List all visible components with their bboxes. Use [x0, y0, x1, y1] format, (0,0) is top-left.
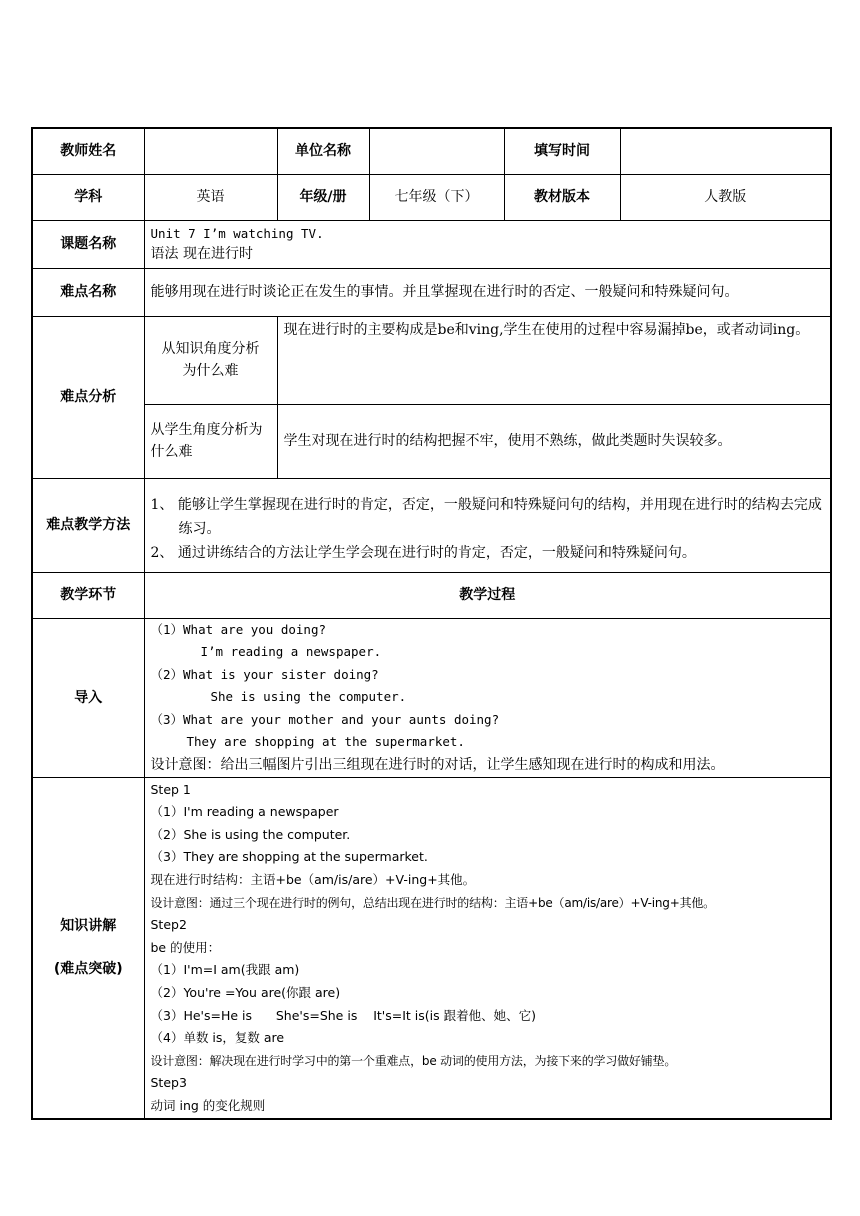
teacher-label: 教师姓名: [32, 128, 144, 174]
subject-value: 英语: [144, 174, 277, 220]
unit-value: [369, 128, 504, 174]
student-angle-label: 从学生角度分析为什么难: [144, 404, 277, 478]
knowledge-line: 设计意图：通过三个现在进行时的例句，总结出现在进行时的结构：主语+be（am/is/are）+V-ing+其他。: [150, 895, 715, 910]
intro-line: （2）What is your sister doing?: [150, 666, 379, 682]
analysis-label: 难点分析: [32, 316, 144, 478]
intro-line: I’m reading a newspaper.: [200, 644, 382, 660]
intro-row: [32, 618, 831, 777]
knowledge-label-line1: 知识讲解: [60, 918, 117, 935]
intro-line: （1）What are you doing?: [150, 621, 327, 637]
grade-value: 七年级（下）: [369, 174, 504, 220]
intro-design-intent: 设计意图：给出三幅图片引出三组现在进行时的对话，让学生感知现在进行时的构成和用法。: [150, 757, 725, 774]
process-header-row: [32, 572, 831, 618]
knowledge-line: （4）单数 is，复数 are: [150, 1030, 285, 1046]
analysis-row-knowledge: [32, 316, 831, 404]
unit-label: 单位名称: [277, 128, 369, 174]
topic-row: [32, 220, 831, 268]
method-row: [32, 478, 831, 572]
topic-label: 课题名称: [32, 220, 144, 268]
topic-content: [144, 220, 831, 268]
knowledge-line: 设计意图：解决现在进行时学习中的第一个重难点，be 动词的使用方法，为接下来的学习做好铺垫。: [150, 1053, 677, 1068]
topic-unit: Unit 7 I’m watching TV.: [150, 226, 324, 241]
student-angle-text: 学生对现在进行时的结构把握不牢，使用不熟练，做此类题时失误较多。: [277, 404, 831, 478]
teacher-value: [144, 128, 277, 174]
analysis-row-student: [32, 404, 831, 478]
difficulty-row: [32, 268, 831, 316]
process-label: 教学过程: [144, 572, 831, 618]
knowledge-line: （1）I'm reading a newspaper: [150, 804, 339, 820]
stage-label: 教学环节: [32, 572, 144, 618]
date-label: 填写时间: [504, 128, 620, 174]
knowledge-line: （1）I'm=I am(我跟 am): [150, 962, 300, 978]
intro-line: They are shopping at the supermarket.: [186, 734, 465, 750]
knowledge-label-line2: (难点突破): [53, 960, 123, 977]
topic-grammar: 语法 现在进行时: [150, 246, 253, 262]
method-content: [144, 478, 831, 572]
header-row: [32, 128, 831, 174]
date-value: [620, 128, 831, 174]
method-item-1: 1、 能够让学生掌握现在进行时的肯定，否定，一般疑问和特殊疑问句的结构，并用现在进行时的结构去完成练习。: [150, 497, 822, 537]
subject-row: [32, 174, 831, 220]
edition-value: 人教版: [620, 174, 831, 220]
difficulty-text: 能够用现在进行时谈论正在发生的事情。并且掌握现在进行时的否定、一般疑问和特殊疑问句。: [144, 268, 831, 316]
knowledge-line: （3）They are shopping at the supermarket.: [150, 849, 428, 865]
knowledge-line: （2）She is using the computer.: [150, 826, 351, 842]
difficulty-label: 难点名称: [32, 268, 144, 316]
intro-content: [144, 618, 831, 777]
intro-label: 导入: [32, 618, 144, 777]
lesson-plan-table: [31, 127, 832, 1120]
knowledge-line: （3）He's=He is She's=She is It's=It is(is 跟着他、她、它): [150, 1007, 536, 1023]
knowledge-line: Step 1: [150, 781, 191, 797]
subject-label: 学科: [32, 174, 144, 220]
knowledge-row: [32, 777, 831, 1118]
intro-line: She is using the computer.: [210, 689, 407, 705]
knowledge-label: [32, 777, 144, 1118]
knowledge-line: 现在进行时结构：主语+be（am/is/are）+V-ing+其他。: [150, 872, 476, 888]
knowledge-angle-label: 从知识角度分析为什么难: [144, 316, 277, 404]
method-item-2: 2、 通过讲练结合的方法让学生学会现在进行时的肯定，否定，一般疑问和特殊疑问句。: [150, 545, 696, 561]
edition-label: 教材版本: [504, 174, 620, 220]
knowledge-line: （2）You're =You are(你跟 are): [150, 985, 341, 1000]
knowledge-line: Step3: [150, 1075, 187, 1091]
knowledge-line: be 的使用：: [150, 939, 221, 955]
knowledge-angle-text: 现在进行时的主要构成是be和ving,学生在使用的过程中容易漏掉be，或者动词ing。: [277, 316, 831, 404]
method-label: 难点教学方法: [32, 478, 144, 572]
knowledge-content: [144, 777, 831, 1118]
knowledge-line: 动词 ing 的变化规则: [150, 1097, 266, 1113]
knowledge-line: Step2: [150, 917, 187, 933]
intro-line: （3）What are your mother and your aunts doing?: [150, 711, 500, 727]
grade-label: 年级/册: [277, 174, 369, 220]
